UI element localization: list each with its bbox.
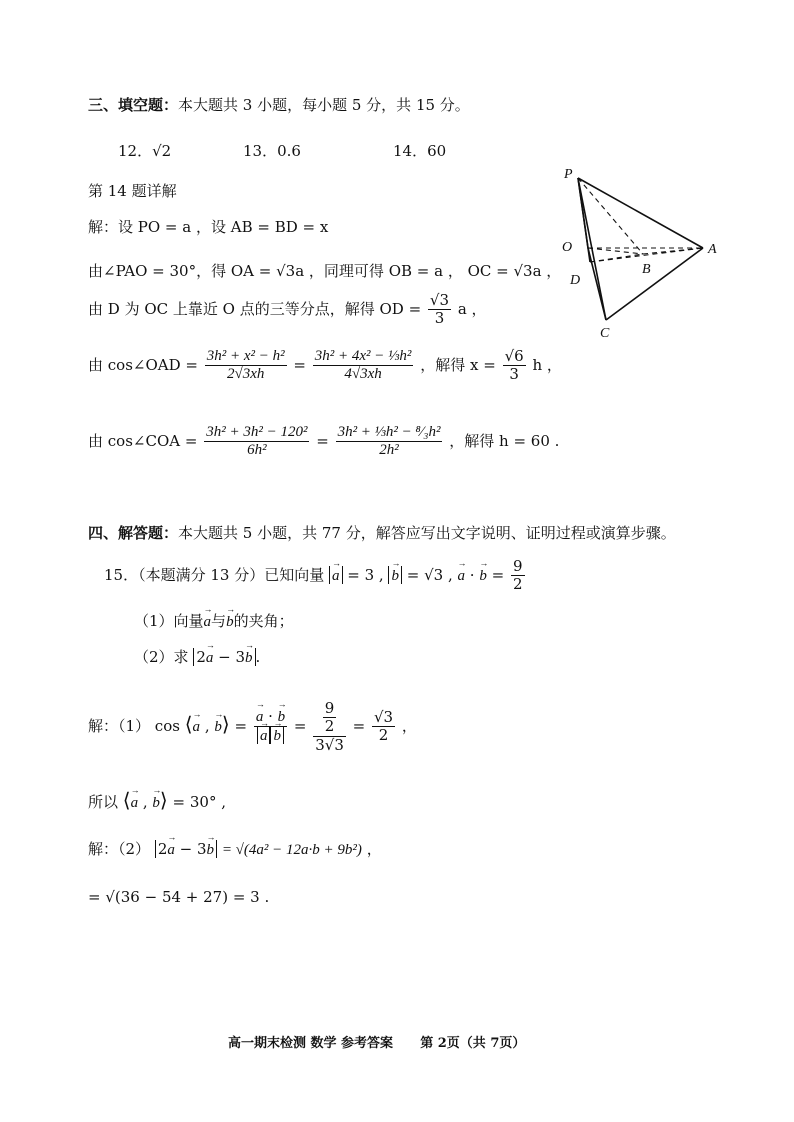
label-o: O <box>562 240 573 255</box>
pyramid-figure <box>548 160 728 345</box>
solution-line-2: 由∠PAO = 30°，得 OA = √3a ，同理可得 OB = a ， OC = √3a ， <box>88 262 562 280</box>
detail-title: 第 14 题详解 <box>88 182 177 200</box>
label-c: C <box>600 326 610 341</box>
x-fraction: $\frac{√6}{3}$ <box>504 347 524 384</box>
solution-1: 解：（1） cos ⟨→ a , → b⟩ = → a · → b → a→ b = $\frac{\frac{9}{2}}{3√3}$ = $\frac{√3}{2}$ ， <box>88 700 417 754</box>
cos-oad-fraction-2: $\frac{\text{3h² + 4x² − ⅓h²}}{4√3xh}$ <box>314 348 412 383</box>
solution-line-1: 解：设 PO = a ，设 AB = BD = x <box>88 218 329 236</box>
answer-13: 13．0.6 <box>243 142 301 160</box>
dot-fraction: $\frac{9}{2}$ <box>512 557 523 594</box>
sub-question-2: （2）求 2→ a − 3→ b . <box>134 646 260 667</box>
angle-result: 所以 ⟨→ a , → b⟩ = 30° , <box>88 788 226 812</box>
question-15: 15．（本题满分 13 分）已知向量 → a = 3 , → b = √3 , → a · → b = $\frac{9}{2}$ <box>104 558 527 594</box>
sub-question-1: （1）向量→ a与→ b的夹角； <box>134 610 294 631</box>
solution-2-line-2: = √(36 − 54 + 27) = 3 . <box>88 888 270 906</box>
od-fraction: $\frac{√3}{3}$ <box>429 291 450 328</box>
cos-angle-fraction: → a · → b → a→ b <box>254 708 287 746</box>
label-p: P <box>564 167 573 182</box>
answer-12: 12．√2 <box>118 142 172 160</box>
nine-halves-fraction: $\frac{\frac{9}{2}}{3√3}$ <box>315 699 344 754</box>
label-d: D <box>570 273 581 288</box>
label-b: B <box>642 262 651 277</box>
page-footer: 高一期末检测 数学 参考答案 第 2页（共 7页） <box>228 1036 526 1051</box>
answer-14: 14．60 <box>393 142 447 160</box>
solution-line-3: 由 D 为 OC 上靠近 O 点的三等分点，解得 OD = $\frac{√3}{3}$ a ， <box>88 291 487 328</box>
section4-heading: 四、解答题：本大题共 5 小题，共 77 分，解答应写出文字说明、证明过程或演算步骤。 <box>88 524 676 542</box>
result-fraction: $\frac{√3}{2}$ <box>374 708 394 745</box>
section3-heading: 三、填空题：本大题共 3 小题，每小题 5 分，共 15 分。 <box>88 96 470 114</box>
cos-coa-fraction-2: $\frac{\text{3h² + ⅓h² − ⁸⁄₃h²}}{\text{2h²}}$ <box>337 424 441 459</box>
label-a: A <box>708 242 717 257</box>
solution-2: 解：（2） 2→ a − 3→ b = √(4a² − 12a·b + 9b²) ， <box>88 838 382 859</box>
cos-oad-fraction-1: $\frac{\text{3h² + x² − h²}}{2√3xh}$ <box>206 348 285 383</box>
solution-line-4: 由 cos∠OAD = $\frac{\text{3h² + x² − h²}}{2√3xh}$ = $\frac{\text{3h² + 4x² − ⅓h²}}{4√3xh}$ ，解得 x = $\frac{√6}{3}$ h ， <box>88 347 562 384</box>
cos-coa-fraction-1: $\frac{\text{3h² + 3h² − 120²}}{\text{6h²}}$ <box>206 424 308 459</box>
solution-line-5: 由 cos∠COA = $\frac{\text{3h² + 3h² − 120²}}{\text{6h²}}$ = $\frac{\text{3h² + ⅓h² − ⁸⁄₃h²}}{\text{2h²}}$ ，解得 h = 60 . <box>88 424 560 459</box>
